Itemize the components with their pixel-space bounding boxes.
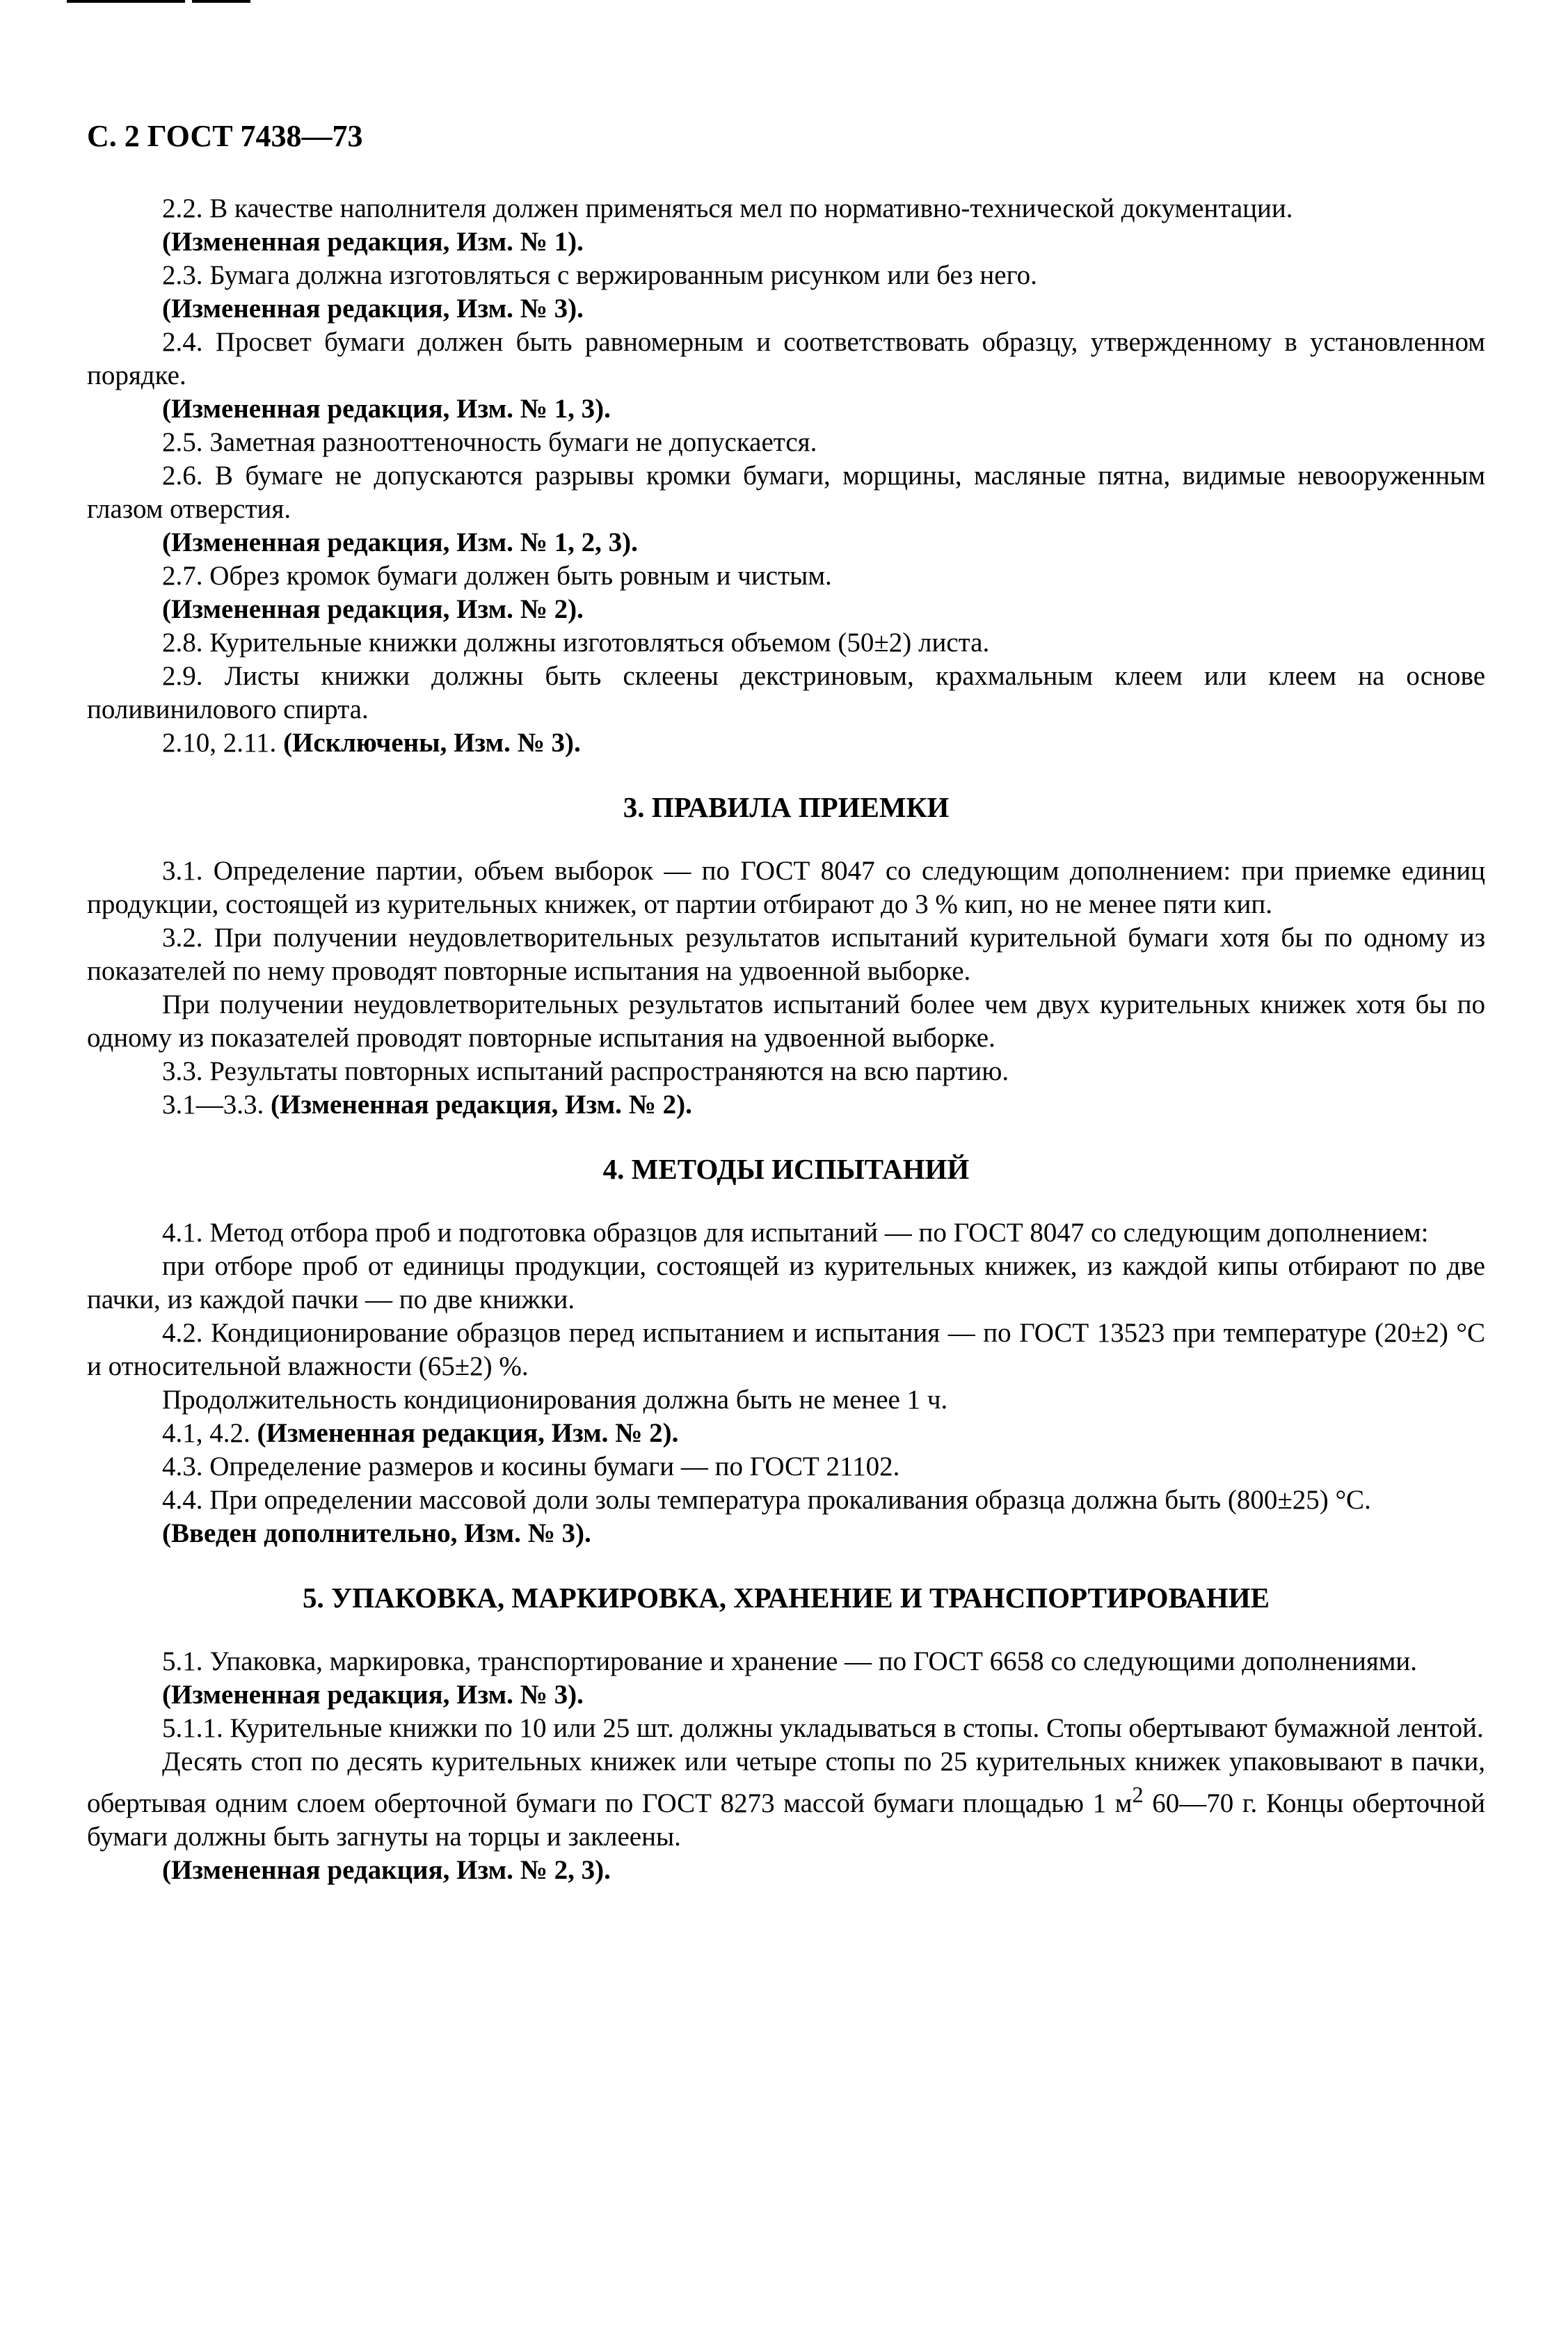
clause-number: 2.3.	[162, 260, 203, 290]
paragraph-2-3	[87, 259, 1485, 292]
top-rule-right	[192, 0, 250, 3]
section-title-acceptance: 3. ПРАВИЛА ПРИЕМКИ	[623, 791, 950, 823]
amendment-note: (Измененная редакция, Изм. № 2).	[162, 594, 584, 624]
paragraph-5-1-1-continued	[87, 1745, 1485, 1854]
clause-number: 2.7.	[162, 561, 203, 591]
clause-text: Определение размеров и косины бумаги — по ГОСТ 21102.	[209, 1452, 900, 1481]
paragraph-2-10-2-11	[87, 726, 1485, 760]
paragraph-5-1-1	[87, 1712, 1485, 1745]
clause-number: 2.8.	[162, 628, 203, 658]
clause-text: Кондиционирование образцов перед испытанием и испытания — по ГОСТ 13523 при температуре (20±2) °С и относительной влажности (65±2) %.	[87, 1318, 1486, 1381]
paragraph-2-2	[87, 192, 1485, 225]
paragraph-3-2-continued: При получении неудовлетворительных результатов испытаний более чем двух курительных книжек хотя бы по одному из показателей проводят повторные испытания на удвоенной выборке.	[87, 989, 1485, 1053]
superscript: 2	[1132, 1783, 1144, 1808]
clause-text: Бумага должна изготовляться с вержированным рисунком или без него.	[209, 260, 1037, 290]
clause-number: 2.5.	[162, 427, 203, 457]
paragraph-4-4	[87, 1484, 1485, 1517]
clause-text: При получении неудовлетворительных результатов испытаний курительной бумаги хотя бы по одному из показателей по нему проводят повторные испытания на удвоенной выборке.	[87, 923, 1485, 986]
clause-text: Десять стоп по десять курительных книжек или четыре стопы по 25 курительных книжек упаковывают в пачки, обертывая одним слоем оберточной бумаги по ГОСТ 8273 массой бумаги площадью 1 м	[87, 1747, 1485, 1818]
document-body	[87, 192, 1485, 1887]
clause-text: Курительные книжки по 10 или 25 шт. должны укладываться в стопы. Стопы обертывают бумажной лентой.	[230, 1713, 1484, 1743]
clause-number: 5.1.	[162, 1646, 203, 1676]
page-header: С. 2 ГОСТ 7438—73	[87, 119, 363, 153]
section-title-packaging: 5. УПАКОВКА, МАРКИРОВКА, ХРАНЕНИЕ И ТРАНСПОРТИРОВАНИЕ	[302, 1582, 1270, 1614]
amendment-note: (Измененная редакция, Изм. № 3).	[162, 1680, 584, 1710]
paragraph-2-6	[87, 459, 1485, 526]
clause-text: Определение партии, объем выборок — по ГОСТ 8047 со следующим дополнением: при приемке единиц продукции, состоящей из курительных книжек, от партии отбирают до 3 % кип, но не менее пяти кип.	[87, 856, 1485, 919]
clause-text: Просвет бумаги должен быть равномерным и соответствовать образцу, утвержденному в установленном порядке.	[87, 327, 1485, 390]
clause-number: 3.3.	[162, 1056, 203, 1086]
clause-text: В бумаге не допускаются разрывы кромки бумаги, морщины, масляные пятна, видимые невооруженным глазом отверстия.	[87, 461, 1485, 524]
amendment-note: (Исключены, Изм. № 3).	[283, 728, 581, 758]
clause-number: 2.2.	[162, 193, 203, 223]
clause-number: 2.6.	[162, 461, 203, 491]
section-title-test-methods: 4. МЕТОДЫ ИСПЫТАНИЙ	[602, 1153, 970, 1185]
paragraph-2-4	[87, 326, 1485, 392]
paragraph-4-2-continued: Продолжительность кондиционирования должна быть не менее 1 ч.	[162, 1385, 948, 1415]
clause-text: Метод отбора проб и подготовка образцов для испытаний — по ГОСТ 8047 со следующим дополнением:	[209, 1218, 1429, 1248]
clause-number: 4.2.	[162, 1318, 203, 1348]
amendment-note: (Измененная редакция, Изм. № 3).	[162, 294, 584, 324]
amendment-note: (Измененная редакция, Изм. № 1, 3).	[162, 394, 611, 424]
clause-text: 60—70 г. Концы оберточной бумаги должны быть загнуты на торцы и заклеены.	[87, 1788, 1485, 1852]
clause-number: 2.4.	[162, 327, 203, 357]
paragraph-3-2	[87, 921, 1485, 988]
clause-text: Результаты повторных испытаний распространяются на всю партию.	[209, 1056, 1009, 1086]
clause-text: При определении массовой доли золы температура прокаливания образца должна быть (800±25) °С.	[209, 1485, 1371, 1515]
clause-number: 2.10, 2.11.	[162, 728, 277, 758]
clause-text: Листы книжки должны быть склеены декстриновым, крахмальным клеем или клеем на основе поливинилового спирта.	[87, 661, 1485, 724]
paragraph-4-1-continued: при отборе проб от единицы продукции, состоящей из курительных книжек, из каждой кипы отбирают по две пачки, из каждой пачки — по две книжки.	[87, 1251, 1485, 1314]
paragraph-3-1-3-3	[87, 1088, 1485, 1122]
paragraph-3-3	[87, 1055, 1485, 1088]
clause-number: 5.1.1.	[162, 1713, 223, 1743]
clause-number: 4.3.	[162, 1452, 203, 1481]
clause-text: Заметная разнооттеночность бумаги не допускается.	[209, 427, 817, 457]
paragraph-5-1	[87, 1645, 1485, 1678]
amendment-note: (Измененная редакция, Изм. № 1, 2, 3).	[162, 527, 638, 557]
paragraph-4-1-4-2	[87, 1417, 1485, 1450]
amendment-note: (Измененная редакция, Изм. № 2).	[257, 1418, 679, 1448]
paragraph-2-5	[87, 426, 1485, 459]
clause-text: Упаковка, маркировка, транспортирование и хранение — по ГОСТ 6658 со следующими дополнениями.	[209, 1646, 1418, 1676]
paragraph-2-8	[87, 626, 1485, 660]
paragraph-2-9	[87, 660, 1485, 726]
clause-number: 4.1.	[162, 1218, 203, 1248]
amendment-note: (Измененная редакция, Изм. № 2).	[271, 1090, 692, 1120]
paragraph-3-1	[87, 855, 1485, 921]
clause-text: Обрез кромок бумаги должен быть ровным и чистым.	[209, 561, 832, 591]
clause-number: 4.4.	[162, 1485, 203, 1515]
clause-number: 4.1, 4.2.	[162, 1418, 250, 1448]
clause-number: 2.9.	[162, 661, 203, 691]
paragraph-4-1	[87, 1216, 1485, 1250]
amendment-note: (Введен дополнительно, Изм. № 3).	[162, 1518, 591, 1548]
paragraph-4-2	[87, 1317, 1485, 1383]
top-rule-left	[67, 0, 185, 3]
clause-text: В качестве наполнителя должен применяться мел по нормативно-технической документации.	[209, 193, 1293, 223]
clause-number: 3.2.	[162, 923, 203, 953]
clause-number: 3.1.	[162, 856, 203, 886]
clause-text: Курительные книжки должны изготовляться объемом (50±2) листа.	[209, 628, 990, 658]
paragraph-4-3	[87, 1450, 1485, 1484]
paragraph-2-7	[87, 559, 1485, 593]
clause-number: 3.1—3.3.	[162, 1090, 264, 1120]
amendment-note: (Измененная редакция, Изм. № 1).	[162, 227, 584, 257]
amendment-note: (Измененная редакция, Изм. № 2, 3).	[162, 1855, 611, 1885]
